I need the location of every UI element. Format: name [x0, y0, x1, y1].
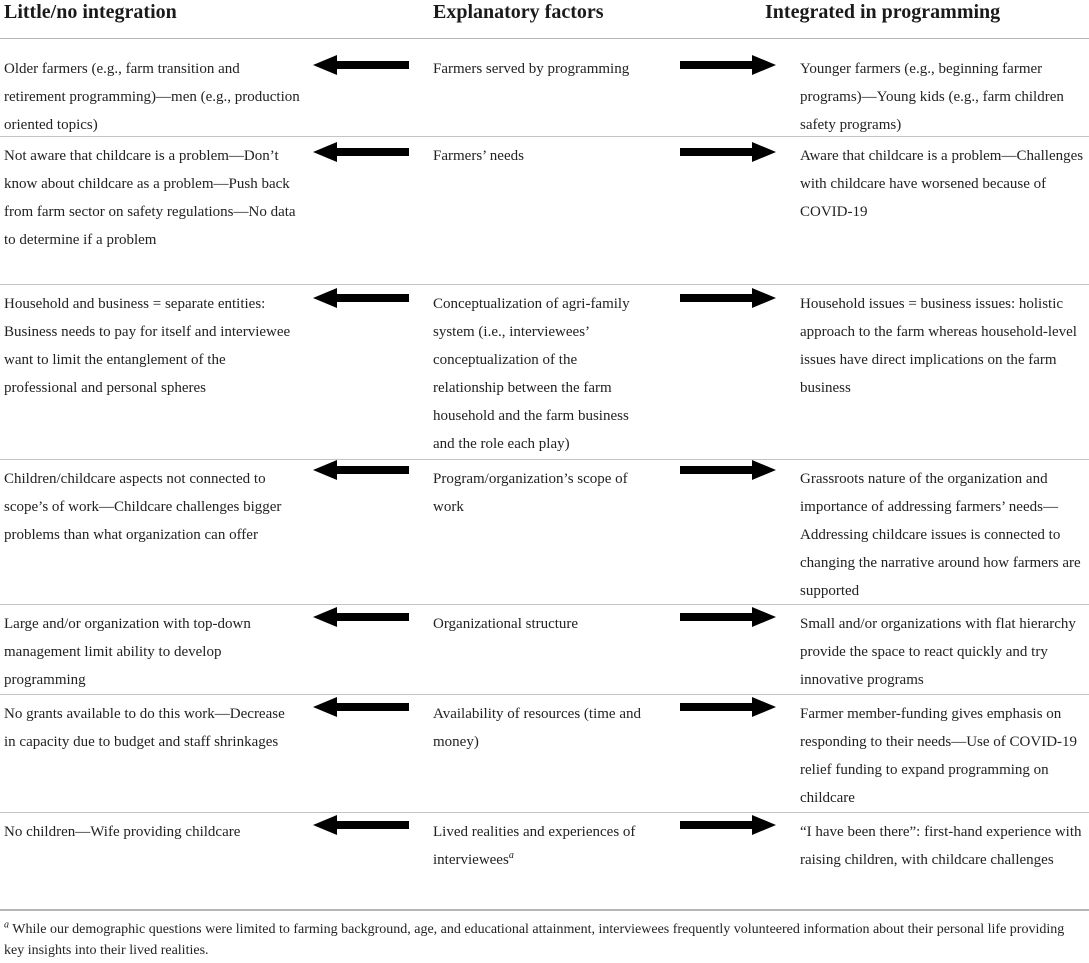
- cell-integrated-in-programming: Aware that childcare is a problem—Challenges with childcare have worsened because of COVID-19: [800, 148, 1084, 220]
- table-row: [0, 460, 1089, 605]
- cell-explanatory-factor: Organizational structure: [433, 616, 579, 632]
- cell-explanatory-factor: Program/organization’s scope of work: [433, 471, 628, 515]
- arrow-left-icon: [313, 815, 409, 835]
- cell-little-no-integration: Large and/or organization with top-down management limit ability to develop programming: [4, 616, 251, 688]
- cell-explanatory-factor: Availability of resources (time and money): [433, 706, 641, 750]
- cell-integrated-in-programming: “I have been there”: first-hand experience with raising children, with childcare challenges: [800, 824, 1082, 868]
- cell-integrated-in-programming: Grassroots nature of the organization and importance of addressing farmers’ needs—Addressing childcare issues is connected to changing the narrative around how farmers are supported: [800, 471, 1081, 599]
- arrow-right-icon: [680, 460, 776, 480]
- cell-explanatory-factor-text: Lived realities and experiences of interviewees: [433, 824, 636, 868]
- cell-explanatory-factor: Farmers served by programming: [433, 61, 630, 77]
- table-row: [0, 813, 1089, 911]
- table-row: [0, 605, 1089, 695]
- cell-little-no-integration: Older farmers (e.g., farm transition and retirement programming)—men (e.g., production oriented topics): [4, 61, 300, 133]
- cell-little-no-integration: No children—Wife providing childcare: [4, 824, 241, 840]
- cell-integrated-in-programming: Household issues = business issues: holistic approach to the farm whereas household-level issues have direct implications on the farm business: [800, 296, 1077, 396]
- table-footnote: [4, 919, 1084, 961]
- arrow-left-icon: [313, 55, 409, 75]
- arrow-right-icon: [680, 288, 776, 308]
- table-row: [0, 137, 1089, 285]
- arrow-right-icon: [680, 815, 776, 835]
- footnote-text: While our demographic questions were limited to farming background, age, and educational attainment, interviewees frequently volunteered information about their personal life providing key insights into their lived realities.: [4, 922, 1065, 958]
- arrow-left-icon: [313, 460, 409, 480]
- header-little-no-integration: Little/no integration: [4, 1, 177, 23]
- arrow-right-icon: [680, 697, 776, 717]
- cell-integrated-in-programming: Small and/or organizations with flat hierarchy provide the space to react quickly and try innovative programs: [800, 616, 1076, 688]
- cell-explanatory-factor: Conceptualization of agri-family system (i.e., interviewees’ conceptualization of the relationship between the farm household and the farm business and the role each play): [433, 296, 630, 452]
- footnote-marker: a: [4, 919, 9, 931]
- footnote-marker: a: [508, 850, 514, 861]
- cell-explanatory-factor: [433, 818, 648, 874]
- arrow-right-icon: [680, 55, 776, 75]
- cell-integrated-in-programming: Younger farmers (e.g., beginning farmer programs)—Young kids (e.g., farm children safety programs): [800, 61, 1064, 133]
- cell-little-no-integration: Not aware that childcare is a problem—Don’t know about childcare as a problem—Push back from farm sector on safety regulations—No data to determine if a problem: [4, 148, 296, 248]
- cell-little-no-integration: Household and business = separate entities: Business needs to pay for itself and interviewee want to limit the entanglement of the professional and personal spheres: [4, 296, 291, 396]
- arrow-left-icon: [313, 697, 409, 717]
- table-row: [0, 695, 1089, 813]
- cell-integrated-in-programming: Farmer member-funding gives emphasis on responding to their needs—Use of COVID-19 relief funding to expand programming on childcare: [800, 706, 1078, 806]
- cell-little-no-integration: Children/childcare aspects not connected to scope’s of work—Childcare challenges bigger problems than what organization can offer: [4, 471, 282, 543]
- arrow-left-icon: [313, 607, 409, 627]
- cell-explanatory-factor: Farmers’ needs: [433, 148, 524, 164]
- cell-little-no-integration: No grants available to do this work—Decrease in capacity due to budget and staff shrinkages: [4, 706, 285, 750]
- arrow-right-icon: [680, 607, 776, 627]
- arrow-right-icon: [680, 142, 776, 162]
- header-integrated-in-programming: Integrated in programming: [765, 1, 1001, 23]
- table-row: [0, 285, 1089, 460]
- arrow-left-icon: [313, 288, 409, 308]
- table-header: [0, 0, 1089, 39]
- table-row: [0, 39, 1089, 137]
- header-explanatory-factors: Explanatory factors: [433, 1, 604, 23]
- arrow-left-icon: [313, 142, 409, 162]
